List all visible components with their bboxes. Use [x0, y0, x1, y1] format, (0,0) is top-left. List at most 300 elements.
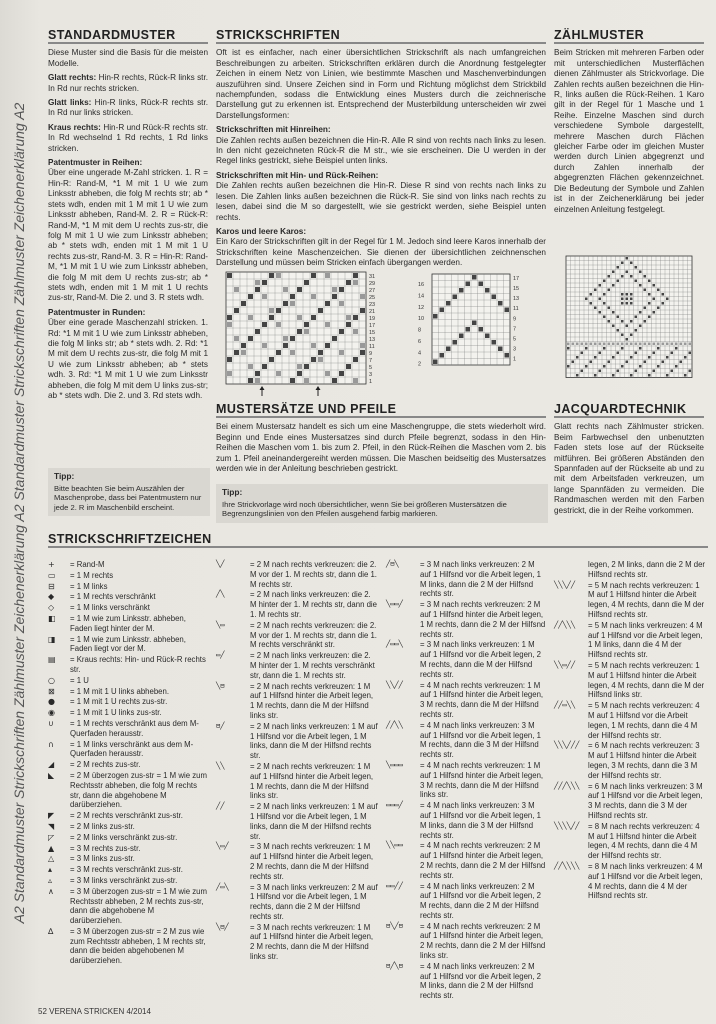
- chart-cell: [617, 343, 620, 346]
- symbol-description: = 3 M nach links verkreuzen: 2 M auf 1 Hilfsnd vor die Arbeit legen, 1 M rechts, dann die 2 M der Hilfsnd rechts str.: [250, 882, 378, 921]
- symbol-description: = 3 M nach links verkreuzen: 2 M auf 1 Hilfsnd vor die Arbeit legen, 1 M links, dann die 2 M der Hilfsnd rechts str.: [420, 560, 541, 599]
- standard-intro: Diese Muster sind die Basis für die meisten Modelle.: [48, 48, 208, 68]
- chart-cell: [311, 294, 316, 299]
- mustersaetze-title: MUSTERSÄTZE UND PFEILE: [216, 404, 546, 418]
- chart-cell: [635, 343, 638, 346]
- repeat-arrow-head: [260, 386, 265, 390]
- symbol-entry: [48, 811, 208, 821]
- symbol-description: = 4 M nach rechts verkreuzen: 1 M auf 1 Hilfsnd hinter die Arbeit legen, 3 M rechts, dann die M der Hilfsnd links str.: [420, 760, 544, 800]
- chart-cell: [635, 352, 638, 355]
- chart-cell: [626, 361, 629, 364]
- symbol-description: = 1 M rechts verschränkt: [70, 592, 156, 602]
- chart-cell: [581, 343, 584, 346]
- chart-cell: [290, 301, 295, 306]
- chart-cell: [276, 273, 281, 278]
- chart-cell: [234, 287, 239, 292]
- chart-cell: [630, 275, 633, 278]
- chart-cell: [662, 293, 665, 296]
- chart-cell: [479, 327, 484, 332]
- hin-rueck-block: [216, 171, 546, 223]
- knit-symbol-icon: ◨: [48, 634, 56, 644]
- knit-symbol-icon: ∪: [48, 718, 54, 728]
- chart-cell: [576, 343, 579, 346]
- chart-cell: [657, 347, 660, 350]
- knitting-chart-hin-rueck: [410, 270, 540, 370]
- chart-cell: [346, 280, 351, 285]
- knit-symbol-icon: ⊟╱: [216, 721, 225, 730]
- chart-cell: [269, 273, 274, 278]
- chart-cell: [269, 315, 274, 320]
- glatt-rechts-label: Glatt rechts:: [48, 73, 97, 83]
- chart-cell: [297, 287, 302, 292]
- chart-cell: [262, 294, 267, 299]
- symbol-description: = 6 M nach links verkreuzen: 3 M auf 1 Hilfsnd vor die Arbeit legen, 3 M rechts, dann die 3 M der Hilfsnd rechts str.: [588, 781, 703, 820]
- chart-cell: [603, 280, 606, 283]
- symbol-entry: [48, 592, 208, 602]
- chart-cell: [675, 365, 678, 368]
- chart-cell: [485, 334, 490, 339]
- symbol-entry: [216, 560, 378, 589]
- standard-tip-title: Tipp:: [54, 471, 75, 481]
- row-number: 3: [513, 346, 517, 353]
- chart-cell: [283, 343, 288, 348]
- chart-cell: [635, 316, 638, 319]
- symbol-entry: [386, 801, 546, 840]
- chart-cell: [304, 378, 309, 383]
- knit-symbol-icon: ╲╲╲╱╱╱: [554, 741, 580, 750]
- symbol-description: = 1 M mit 1 U links zus-str.: [70, 708, 162, 718]
- knit-symbol-icon: ∆: [48, 926, 54, 936]
- chart-cell: [612, 271, 615, 274]
- chart-cell: [653, 370, 656, 373]
- chart-cell: [590, 361, 593, 364]
- symbol-description: = 1 M links verschränkt aus dem M-Querfaden herausstr.: [70, 739, 194, 759]
- symbol-entry: [48, 687, 208, 697]
- patent-reihen-text: Über eine ungerade M-Zahl stricken. 1. R = Hin-R: Rand-M, *1 M mit 1 U wie zum Linksstr abheben, die folg M rechts str; ab * stets wdh, enden mit 1 M mit 1 U wie zum Linksstr abheben, Rand-M. 2. R = Rück-R: Rand-M, *1 M mit dem U rechts zus-str, die folg M mit 1 U wie zum Linksstr abheben; ab * stets wdh, enden mit 1 M mit 1 U rechts zus-str, Rand-M. 3. R = Hin-R: Rand-M, *1 M mit 1 U wie zum Linksstr abheben, die folg M mit dem U rechts zus-str; ab * stets wdh, enden mit 1 M mit 1 U rechts zus-str, Rand-M. Die 2. und 3. R stets wdh.: [48, 168, 208, 303]
- knit-symbol-icon: ╱⊟╲: [386, 560, 399, 568]
- knit-symbol-icon: ╱╲: [216, 590, 225, 599]
- chart-cell: [621, 293, 624, 296]
- symbol-description: = 2 M überzogen zus-str = 1 M wie zum Rechtsstr abheben, die folg M rechts str, dann die abgehobene M darüberziehen.: [70, 770, 207, 810]
- chart-cell: [626, 325, 629, 328]
- chart-cell: [621, 347, 624, 350]
- chart-cell: [360, 350, 365, 355]
- symbol-description: = 5 M nach links verkreuzen: 4 M auf 1 Hilfsnd vor die Arbeit legen, 1 M links, dann die 4 M der Hilfsnd rechts str.: [588, 620, 703, 660]
- knit-symbol-icon: ▭▭▭╱: [386, 801, 403, 810]
- knit-symbol-icon: △: [48, 854, 55, 864]
- knit-symbol-icon: ╲▭: [216, 620, 225, 629]
- symbol-description: = 4 M nach links verkreuzen: 2 M auf 1 Hilfsnd vor die Arbeit legen, 2 M rechts, dann die 2 M der Hilfsnd rechts str.: [420, 881, 541, 920]
- chart-cell: [621, 275, 624, 278]
- chart-cell: [353, 357, 358, 362]
- mustersaetze-tip-box: [216, 484, 548, 523]
- chart-cell: [581, 370, 584, 373]
- chart-cell: [671, 370, 674, 373]
- symbol-entry: [554, 741, 706, 780]
- symbol-entry: [48, 697, 208, 707]
- row-number: 11: [369, 344, 375, 350]
- knit-symbol-icon: ▴: [48, 865, 53, 875]
- symbol-description: = 3 M überzogen zus-str = 2 M zus wie zum Rechtsstr abheben, 1 M rechts str, dann die beiden abgehobenen M darüberziehen.: [70, 926, 206, 966]
- symbol-entry: [386, 560, 546, 599]
- knit-symbol-icon: ╱╱▭╲╲: [554, 701, 576, 710]
- standard-tip-box: [48, 468, 210, 516]
- chart-cell: [603, 343, 606, 346]
- symbol-entry: [554, 661, 706, 700]
- symbol-description: = 3 M nach links verkreuzen: 1 M auf 1 Hilfsnd vor die Arbeit legen, 2 M rechts, dann die M der Hilfsnd rechts str.: [420, 640, 541, 679]
- symbol-list-col3: [386, 560, 546, 1002]
- knit-symbol-icon: ⊠: [48, 686, 55, 696]
- row-number: 3: [369, 372, 373, 378]
- knit-symbol-icon: ╱╱╲╲: [386, 720, 403, 729]
- chart-cell: [576, 374, 579, 377]
- chart-cell: [675, 343, 678, 346]
- knit-symbol-icon: ◸: [48, 832, 55, 842]
- row-number: 4: [418, 350, 422, 357]
- chart-cell: [311, 315, 316, 320]
- chart-cell: [639, 365, 642, 368]
- chart-cell: [594, 343, 597, 346]
- chart-cell: [248, 378, 253, 383]
- row-number: 12: [418, 304, 425, 311]
- chart-cell: [621, 320, 624, 323]
- symbol-entry: [386, 681, 546, 720]
- knit-symbol-icon: ◥: [48, 821, 55, 831]
- row-number: 27: [369, 288, 376, 294]
- chart-cell: [666, 298, 669, 301]
- chart-cell: [276, 350, 281, 355]
- chart-cell: [603, 347, 606, 350]
- jacquard-title: JACQUARDTECHNIK: [554, 404, 704, 418]
- symbol-entry: [216, 682, 378, 721]
- chart-cell: [621, 262, 624, 265]
- symbol-entry: [386, 922, 546, 961]
- knit-symbol-icon: ╲╲: [216, 761, 225, 770]
- chart-cell: [325, 322, 330, 327]
- chart-cell: [332, 336, 337, 341]
- glatt-rechts: [48, 73, 208, 94]
- chart-cell: [290, 294, 295, 299]
- chart-cell: [648, 293, 651, 296]
- chart-cell: [621, 298, 624, 301]
- knit-symbol-icon: ▭: [48, 570, 56, 580]
- row-number: 15: [369, 330, 376, 336]
- symbol-list-col1: [48, 560, 208, 967]
- symbol-entry: [48, 876, 208, 886]
- strickschriftzeichen-section: [48, 534, 708, 552]
- chart-cell: [684, 356, 687, 359]
- symbol-description: = 1 M wie zum Linksstr. abheben, Faden liegt hinter der M.: [70, 613, 186, 633]
- knit-symbol-icon: ╱╱╲╲╲: [554, 620, 576, 629]
- zaehlmuster-text: Beim Stricken mit mehreren Farben oder mit unterschiedlichen Musterflächen dienen Zählmuster als Strickvorlage. Die Zahlen rechts außen bezeichnen die Hin-R, links außen die Rück-Reihen. 1 Karo gilt in der Regel für 1 Masche und 1 Reihe. Einzelne Maschen sind durch verschiedene Symbole dargestellt, mehrere Maschen durch Flächen gleicher Farbe oder im gleichen Muster werden durch Linien abgegrenzt und durch Zahlen innerhalb der abgegrenzten Flächen gekennzeichnet. Die Bedeutung der Symbole und Zahlen ist in der Zeichenerklärung bei jeder einzelnen Anleitung festgelegt.: [554, 48, 704, 214]
- chart-cell: [325, 371, 330, 376]
- chart-cell: [472, 275, 477, 280]
- chart-cell: [248, 364, 253, 369]
- hinreihen-block: [216, 125, 546, 167]
- row-number: 5: [513, 336, 517, 343]
- chart-cell: [297, 329, 302, 334]
- chart-cell: [325, 343, 330, 348]
- chart-cell: [644, 361, 647, 364]
- symbol-description: = 2 M nach links verkreuzen: die 2. M hinter der 1. M rechts str, dann die 1. M rechts str.: [250, 590, 377, 619]
- chart-cell: [644, 289, 647, 292]
- chart-cell: [599, 298, 602, 301]
- chart-cell: [612, 374, 615, 377]
- chart-cell: [612, 343, 615, 346]
- row-number: 17: [369, 323, 376, 329]
- chart-cell: [617, 316, 620, 319]
- knit-symbol-icon: ◤: [48, 811, 55, 821]
- chart-cell: [498, 301, 503, 306]
- symbol-entry: [554, 581, 706, 620]
- symbol-description: = 2 M nach rechts verkreuzen: die 2. M vor der 1. M rechts str, dann die 1. M rechts str.: [250, 560, 377, 589]
- symbol-entry: [216, 651, 378, 680]
- symbol-description: = 6 M nach rechts verkreuzen: 3 M auf 1 Hilfsnd hinter die Arbeit legen, 3 M rechts, dann die 3 M der Hilfsnd rechts str.: [588, 741, 700, 780]
- symbol-entry: [48, 833, 208, 843]
- symbol-description: = 3 M links verschränkt zus-str.: [70, 875, 178, 885]
- chart-cell: [639, 325, 642, 328]
- strickschriftzeichen-title: STRICKSCHRIFTZEICHEN: [48, 534, 708, 548]
- chart-cell: [612, 311, 615, 314]
- row-number: 5: [369, 365, 373, 371]
- chart-cell: [433, 314, 438, 319]
- patent-reihen: [48, 158, 208, 304]
- chart-cell: [433, 360, 438, 365]
- symbol-description: = 3 M nach rechts verkreuzen: 1 M auf 1 Hilfsnd hinter die Arbeit legen, 2 M rechts, dann die M der Hilfsnd links str.: [250, 922, 374, 962]
- symbol-entry: [554, 822, 706, 861]
- row-number: 1: [513, 356, 517, 363]
- knit-symbol-icon: ◧: [48, 613, 56, 623]
- knit-symbol-icon: ⊟╲╱⊟: [386, 921, 403, 930]
- row-number: 10: [418, 316, 425, 323]
- chart-cell: [653, 311, 656, 314]
- chart-cell: [498, 347, 503, 352]
- row-number: 23: [369, 302, 376, 308]
- chart-cell: [653, 343, 656, 346]
- chart-cell: [227, 273, 232, 278]
- chart-cell: [630, 356, 633, 359]
- glatt-links: [48, 98, 208, 119]
- knit-symbol-icon: ●: [48, 697, 55, 707]
- chart-cell: [585, 298, 588, 301]
- chart-cell: [630, 298, 633, 301]
- symbol-description: = 3 M nach rechts verkreuzen: 1 M auf 1 Hilfsnd hinter die Arbeit legen, 2 M rechts, dann die M der Hilfsnd rechts str.: [250, 842, 374, 881]
- symbol-entry: [48, 603, 208, 613]
- knit-symbol-icon: ╲╱: [216, 560, 225, 568]
- standardmuster-section: [48, 30, 208, 405]
- chart-cell: [653, 284, 656, 287]
- knit-symbol-icon: ◢: [48, 760, 55, 770]
- chart-cell: [283, 336, 288, 341]
- chart-cell: [630, 293, 633, 296]
- chart-cell: [639, 343, 642, 346]
- chart-cell: [304, 322, 309, 327]
- chart-cell: [332, 287, 337, 292]
- symbol-entry: [554, 560, 706, 580]
- knit-symbol-icon: ╱▭╲: [216, 882, 229, 891]
- chart-cell: [276, 371, 281, 376]
- symbol-description: = 2 M nach rechts verkreuzen: 1 M auf 1 Hilfsnd hinter die Arbeit legen, 1 M rechts, dann die M der Hilfsnd links str.: [250, 681, 374, 720]
- chart-cell: [353, 315, 358, 320]
- chart-cell: [630, 262, 633, 265]
- chart-cell: [248, 315, 253, 320]
- chart-cell: [304, 329, 309, 334]
- chart-cell: [648, 302, 651, 305]
- chart-cell: [311, 357, 316, 362]
- repeat-arrow-head: [316, 386, 321, 390]
- symbol-description: = 3 M überzogen zus-str = 1 M wie zum Rechtsstr abheben, 2 M rechts zus-str, dann die abgehobene M darüberziehen.: [70, 886, 207, 926]
- chart-cell: [630, 320, 633, 323]
- row-number: 29: [369, 281, 376, 287]
- chart-cell: [505, 308, 510, 313]
- chart-cell: [684, 374, 687, 377]
- chart-cell: [227, 322, 232, 327]
- chart-cell: [290, 378, 295, 383]
- chart-cell: [590, 343, 593, 346]
- chart-cell: [360, 343, 365, 348]
- symbol-entry: [386, 761, 546, 800]
- chart-cell: [262, 364, 267, 369]
- symbol-description: = 3 M rechts zus-str.: [70, 843, 141, 853]
- chart-cell: [684, 343, 687, 346]
- chart-cell: [297, 371, 302, 376]
- chart-cell: [621, 343, 624, 346]
- chart-cell: [621, 334, 624, 337]
- symbol-entry: [48, 635, 208, 655]
- symbol-entry: [216, 722, 378, 761]
- knit-symbol-icon: ╲╲▭╱╱: [554, 660, 576, 669]
- chart-cell: [680, 361, 683, 364]
- symbol-description: = Kraus rechts: Hin- und Rück-R rechts str.: [70, 655, 206, 674]
- chart-cell: [440, 308, 445, 313]
- chart-cell: [262, 322, 267, 327]
- chart-cell: [581, 352, 584, 355]
- chart-cell: [446, 347, 451, 352]
- chart-cell: [492, 295, 497, 300]
- jacquard-count-chart: [560, 252, 700, 387]
- row-number: 11: [513, 306, 519, 313]
- symbol-entry: [48, 614, 208, 634]
- chart-cell: [248, 294, 253, 299]
- chart-cell: [635, 370, 638, 373]
- knit-symbol-icon: ▲: [48, 843, 55, 853]
- chart-cell: [227, 315, 232, 320]
- knit-symbol-icon: ▤: [48, 655, 56, 665]
- chart-cell: [639, 347, 642, 350]
- chart-cell: [572, 343, 575, 346]
- symbol-description: = 2 M nach links verkreuzen: 1 M auf 1 Hilfsnd vor die Arbeit legen, 1 M links, dann die M der Hilfsnd rechts str.: [250, 721, 378, 761]
- chart-cell: [644, 343, 647, 346]
- strickschriften-section: [216, 30, 546, 273]
- chart-cell: [599, 284, 602, 287]
- row-number: 9: [369, 351, 373, 357]
- mustersaetze-text: Bei einem Mustersatz handelt es sich um eine Maschengruppe, die stets wiederholt wird. Beginn und Ende eines Mustersatzes sind durch Pfeile begrenzt, sodass in den Hin-Reihen die Maschen vom 1. bis zum 2. Pfeil, in den Rück-Reihen die Maschen vom 2. bis zum 1. Pfeil aneinandergereiht werden müssen. Die Maschen beidseitig des Mustersatzes werden wie in der Anleitung beschrieben gestrickt.: [216, 422, 546, 474]
- symbol-entry: [554, 701, 706, 740]
- symbol-entry: [48, 854, 208, 864]
- knit-symbol-icon: ▭▭╱╱: [386, 881, 403, 890]
- symbol-description: = 4 M nach links verkreuzen: 3 M auf 1 Hilfsnd vor die Arbeit legen, 1 M rechts, dann die 3 M der Hilfsnd rechts str.: [420, 720, 541, 760]
- chart-cell: [599, 311, 602, 314]
- chart-cell: [621, 365, 624, 368]
- side-tab: [4, 28, 34, 998]
- chart-cell: [255, 378, 260, 383]
- chart-cell: [332, 378, 337, 383]
- chart-cell: [234, 308, 239, 313]
- side-label: A2 Standardmuster Strickschriften Zählmuster Zeichenerklärung A2 Standardmuster Strickschriften Zählmuster Zeichenerklärung A2: [11, 102, 27, 924]
- symbol-entry: [48, 887, 208, 926]
- chart-cell: [612, 356, 615, 359]
- symbol-description: = 1 M rechts verschränkt aus dem M-Querfaden herausstr.: [70, 718, 199, 738]
- symbol-entry: [554, 621, 706, 660]
- chart-cell: [644, 320, 647, 323]
- chart-cell: [567, 365, 570, 368]
- chart-cell: [689, 352, 692, 355]
- row-number: 13: [513, 296, 520, 303]
- knit-symbol-icon: ╲▭▭╱: [386, 600, 403, 609]
- symbol-list-col2: [216, 560, 378, 963]
- symbol-entry: [554, 782, 706, 821]
- symbol-entry: [48, 927, 208, 966]
- knit-symbol-icon: ⊟: [48, 581, 55, 591]
- chart-cell: [630, 302, 633, 305]
- symbol-description: = 5 M nach rechts verkreuzen: 1 M auf 1 Hilfsnd hinter die Arbeit legen, 4 M rechts, dann die M der Hilfsnd links str.: [588, 660, 705, 700]
- knit-symbol-icon: ⊟╱╲⊟: [386, 961, 403, 970]
- chart-cell: [304, 364, 309, 369]
- chart-cell: [505, 353, 510, 358]
- chart-cell: [346, 315, 351, 320]
- knit-symbol-icon: [554, 560, 588, 580]
- chart-cell: [318, 350, 323, 355]
- hin-rueck-title: Strickschriften mit Hin- und Rück-Reihen:: [216, 170, 379, 180]
- knit-symbol-icon: ╱╱╱╲╲╲: [554, 781, 580, 790]
- chart-cell: [339, 350, 344, 355]
- chart-cell: [479, 282, 484, 287]
- symbol-entry: [386, 841, 546, 880]
- symbol-entry: [48, 865, 208, 875]
- chart-cell: [567, 343, 570, 346]
- standard-tip-text: Bitte beachten Sie beim Auszählen der Maschenprobe, dass bei Patentmustern nur jede 2. R im Maschenbild erscheint.: [54, 483, 202, 512]
- hin-rueck-text: Die Zahlen rechts außen bezeichnen die Hin-R. Diese R sind von rechts nach links zu lesen. Die Zahlen links außen bezeichnen die Rück-R. Sie sind von links nach rechts zu lesen, dabei sind die M so dargestellt, wie sie gestrickt werden, siehe Beispiel unten rechts.: [216, 181, 546, 222]
- chart-cell: [608, 320, 611, 323]
- chart-cell: [635, 280, 638, 283]
- chart-cell: [283, 287, 288, 292]
- chart-cell: [635, 329, 638, 332]
- chart-cell: [630, 343, 633, 346]
- chart-cell: [626, 298, 629, 301]
- row-number: 6: [418, 338, 422, 345]
- chart-cell: [283, 301, 288, 306]
- chart-cell: [290, 336, 295, 341]
- hinreihen-text: Die Zahlen rechts außen bezeichnen die Hin-R. Alle R sind von rechts nach links zu lesen. In den nicht gezeichneten Rück-R die M str., wie sie erscheinen. Die U werden in der Regel links gestrickt, siehe Beispiel unten links.: [216, 135, 546, 166]
- knit-symbol-icon: ╱╱╲╲╲╲: [554, 861, 580, 870]
- chart-cell: [639, 311, 642, 314]
- knit-symbol-icon: ╲⊟: [216, 681, 225, 690]
- symbol-description: = 1 M rechts: [70, 570, 114, 580]
- patent-runden-title: Patentmuster in Runden:: [48, 307, 146, 317]
- chart-cell: [339, 301, 344, 306]
- chart-cell: [626, 257, 629, 260]
- mustersaetze-tip-text: Ihre Strickvorlage wird noch übersichtlicher, wenn Sie bei größeren Mustersätzen die Begrenzungslinien von den Pfeilen ausgehend farbig markieren.: [222, 499, 507, 519]
- symbol-description: = 1 M mit 1 U rechts zus-str.: [70, 697, 168, 707]
- chart-cell: [653, 298, 656, 301]
- chart-cell: [617, 280, 620, 283]
- knit-symbol-icon: ╲▭▭▭: [386, 760, 403, 769]
- chart-cell: [644, 275, 647, 278]
- chart-cell: [353, 378, 358, 383]
- chart-cell: [666, 374, 669, 377]
- chart-cell: [599, 352, 602, 355]
- chart-cell: [459, 288, 464, 293]
